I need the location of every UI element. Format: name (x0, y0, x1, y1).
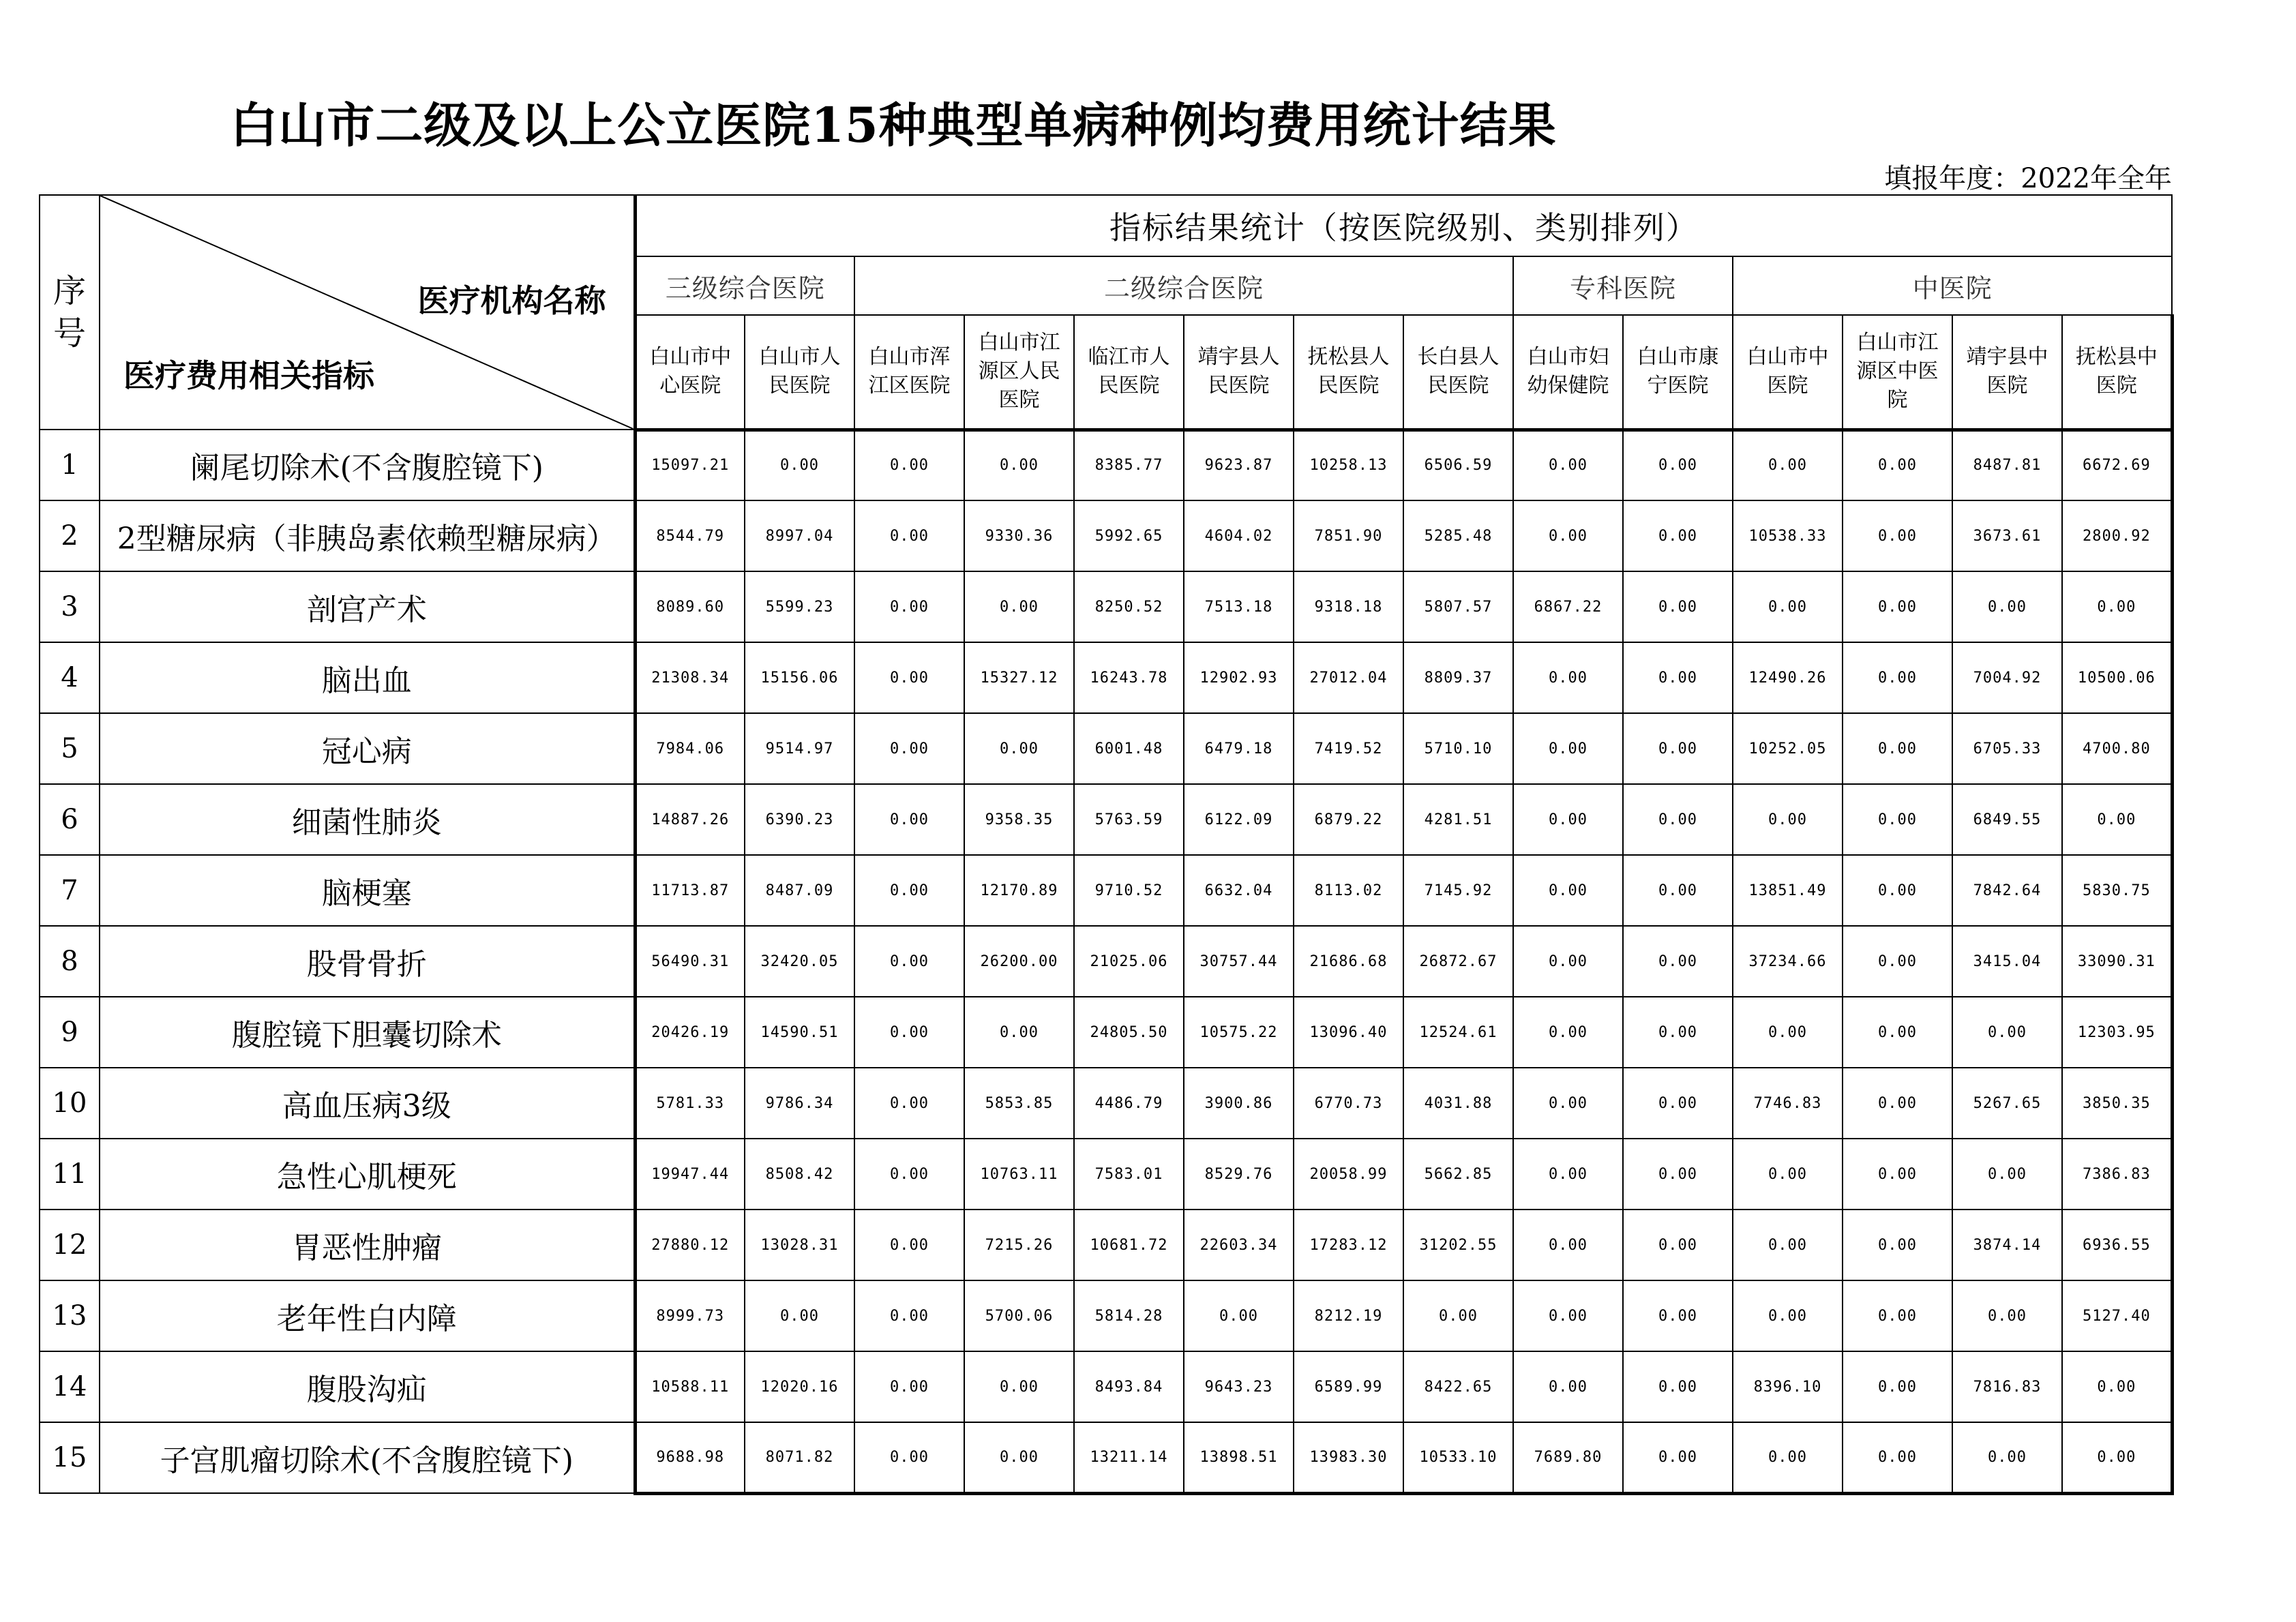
hospital-header: 白山市江源区人民医院 (964, 315, 1074, 430)
cost-value-cell: 0.00 (1843, 1351, 1952, 1422)
cost-value-cell: 4281.51 (1403, 784, 1513, 855)
cost-value-cell: 9786.34 (745, 1068, 854, 1139)
cost-value-cell: 15097.21 (635, 430, 745, 500)
cost-value-cell: 14887.26 (635, 784, 745, 855)
cost-value-cell: 8385.77 (1074, 430, 1184, 500)
disease-name: 腹腔镜下胆囊切除术 (100, 997, 635, 1068)
table-row (40, 1351, 2172, 1422)
cost-value-cell: 0.00 (1952, 571, 2062, 642)
cost-value-cell: 0.00 (1843, 1139, 1952, 1210)
cost-value-cell: 5763.59 (1074, 784, 1184, 855)
row-index: 2 (40, 500, 100, 571)
row-index: 1 (40, 430, 100, 500)
table-row (40, 500, 2172, 571)
cost-value-cell: 21308.34 (635, 642, 745, 713)
disease-name: 子宫肌瘤切除术(不含腹腔镜下) (100, 1422, 635, 1493)
disease-name: 老年性白内障 (100, 1280, 635, 1351)
disease-name: 股骨骨折 (100, 926, 635, 997)
cost-value-cell: 0.00 (1952, 1422, 2062, 1493)
table-row (40, 926, 2172, 997)
table-row (40, 642, 2172, 713)
cost-value-cell: 8089.60 (635, 571, 745, 642)
fill-year-label: 填报年度：2022年全年 (1884, 163, 2172, 194)
cost-value-cell: 4700.80 (2062, 713, 2172, 784)
cost-value-cell: 8508.42 (745, 1139, 854, 1210)
cost-value-cell: 0.00 (964, 713, 1074, 784)
cost-value-cell: 0.00 (1513, 430, 1623, 500)
cost-value-cell: 0.00 (1513, 1210, 1623, 1280)
cost-value-cell: 13211.14 (1074, 1422, 1184, 1493)
cost-value-cell: 0.00 (1513, 500, 1623, 571)
stat-header: 指标结果统计（按医院级别、类别排列） (635, 195, 2172, 256)
cost-value-cell: 12170.89 (964, 855, 1074, 926)
cost-value-cell: 26200.00 (964, 926, 1074, 997)
diagonal-header-cell (100, 195, 635, 430)
cost-value-cell: 5807.57 (1403, 571, 1513, 642)
page-title: 白山市二级及以上公立医院15种典型单病种例均费用统计结果 (230, 97, 1557, 153)
cost-value-cell: 8422.65 (1403, 1351, 1513, 1422)
cost-value-cell: 3415.04 (1952, 926, 2062, 997)
cost-value-cell: 0.00 (1733, 1280, 1843, 1351)
cost-value-cell: 6589.99 (1294, 1351, 1403, 1422)
cost-value-cell: 0.00 (1623, 1280, 1733, 1351)
cost-value-cell: 15327.12 (964, 642, 1074, 713)
cost-value-cell: 0.00 (964, 997, 1074, 1068)
row-index: 9 (40, 997, 100, 1068)
cost-value-cell: 0.00 (1733, 571, 1843, 642)
cost-value-cell: 0.00 (854, 642, 964, 713)
row-index: 14 (40, 1351, 100, 1422)
table-row (40, 1068, 2172, 1139)
cost-value-cell: 0.00 (1513, 926, 1623, 997)
cost-value-cell: 7004.92 (1952, 642, 2062, 713)
cost-value-cell: 21025.06 (1074, 926, 1184, 997)
cost-value-cell: 8487.09 (745, 855, 854, 926)
cost-value-cell: 0.00 (1623, 713, 1733, 784)
cost-value-cell: 4031.88 (1403, 1068, 1513, 1139)
row-index: 7 (40, 855, 100, 926)
cost-value-cell: 33090.31 (2062, 926, 2172, 997)
cost-value-cell: 27880.12 (635, 1210, 745, 1280)
cost-value-cell: 0.00 (1623, 784, 1733, 855)
cost-value-cell: 0.00 (1623, 1139, 1733, 1210)
cost-value-cell: 6879.22 (1294, 784, 1403, 855)
cost-value-cell: 31202.55 (1403, 1210, 1513, 1280)
cost-value-cell: 12490.26 (1733, 642, 1843, 713)
cost-value-cell: 0.00 (1952, 1139, 2062, 1210)
cost-value-cell: 0.00 (854, 1068, 964, 1139)
cost-value-cell: 0.00 (1623, 1351, 1733, 1422)
cost-value-cell: 0.00 (964, 1351, 1074, 1422)
cost-value-cell: 21686.68 (1294, 926, 1403, 997)
indicator-label: 医疗费用相关指标 (123, 357, 374, 394)
row-index: 4 (40, 642, 100, 713)
cost-value-cell: 0.00 (964, 430, 1074, 500)
cost-value-cell: 37234.66 (1733, 926, 1843, 997)
cost-value-cell: 0.00 (1513, 855, 1623, 926)
cost-value-cell: 56490.31 (635, 926, 745, 997)
cost-value-cell: 0.00 (1403, 1280, 1513, 1351)
cost-value-cell: 3900.86 (1184, 1068, 1294, 1139)
row-index: 8 (40, 926, 100, 997)
cost-value-cell: 0.00 (854, 430, 964, 500)
cost-value-cell: 0.00 (1623, 430, 1733, 500)
cost-value-cell: 7851.90 (1294, 500, 1403, 571)
cost-value-cell: 8071.82 (745, 1422, 854, 1493)
cost-value-cell: 0.00 (1843, 926, 1952, 997)
cost-value-cell: 8544.79 (635, 500, 745, 571)
table-row (40, 1280, 2172, 1351)
cost-value-cell: 0.00 (1623, 855, 1733, 926)
cost-value-cell: 7816.83 (1952, 1351, 2062, 1422)
hospital-header: 白山市人民医院 (745, 315, 854, 430)
cost-value-cell: 0.00 (1623, 642, 1733, 713)
cost-value-cell: 26872.67 (1403, 926, 1513, 997)
hospital-header: 白山市浑江区医院 (854, 315, 964, 430)
hospital-header: 白山市妇幼保健院 (1513, 315, 1623, 430)
cost-value-cell: 7842.64 (1952, 855, 2062, 926)
cost-value-cell: 0.00 (1623, 1068, 1733, 1139)
row-index: 3 (40, 571, 100, 642)
cost-value-cell: 10763.11 (964, 1139, 1074, 1210)
category-tcm: 中医院 (1733, 256, 2172, 315)
cost-value-cell: 6849.55 (1952, 784, 2062, 855)
cost-value-cell: 0.00 (1513, 1068, 1623, 1139)
cost-value-cell: 0.00 (1623, 500, 1733, 571)
cost-value-cell: 0.00 (1623, 1210, 1733, 1280)
cost-value-cell: 3673.61 (1952, 500, 2062, 571)
cost-value-cell: 0.00 (2062, 784, 2172, 855)
cost-value-cell: 6122.09 (1184, 784, 1294, 855)
cost-value-cell: 4604.02 (1184, 500, 1294, 571)
cost-value-cell: 17283.12 (1294, 1210, 1403, 1280)
table-row (40, 1422, 2172, 1493)
cost-value-cell: 10538.33 (1733, 500, 1843, 571)
cost-value-cell: 27012.04 (1294, 642, 1403, 713)
hospital-header: 抚松县中医院 (2062, 315, 2172, 430)
cost-value-cell: 4486.79 (1074, 1068, 1184, 1139)
hospital-header: 靖宇县人民医院 (1184, 315, 1294, 430)
table-row (40, 1139, 2172, 1210)
cost-value-cell: 10575.22 (1184, 997, 1294, 1068)
disease-name: 剖宫产术 (100, 571, 635, 642)
cost-value-cell: 9318.18 (1294, 571, 1403, 642)
cost-value-cell: 6705.33 (1952, 713, 2062, 784)
cost-value-cell: 5127.40 (2062, 1280, 2172, 1351)
cost-value-cell: 9643.23 (1184, 1351, 1294, 1422)
cost-value-cell: 7419.52 (1294, 713, 1403, 784)
cost-value-cell: 0.00 (854, 1422, 964, 1493)
cost-value-cell: 6632.04 (1184, 855, 1294, 926)
cost-value-cell: 9688.98 (635, 1422, 745, 1493)
cost-value-cell: 12303.95 (2062, 997, 2172, 1068)
cost-value-cell: 0.00 (854, 571, 964, 642)
disease-name: 脑梗塞 (100, 855, 635, 926)
cost-value-cell: 0.00 (1733, 430, 1843, 500)
cost-value-cell: 5599.23 (745, 571, 854, 642)
cost-value-cell: 7215.26 (964, 1210, 1074, 1280)
disease-name: 冠心病 (100, 713, 635, 784)
row-index: 12 (40, 1210, 100, 1280)
cost-value-cell: 0.00 (2062, 1351, 2172, 1422)
cost-value-cell: 0.00 (1513, 997, 1623, 1068)
cost-value-cell: 0.00 (1843, 855, 1952, 926)
cost-value-cell: 5853.85 (964, 1068, 1074, 1139)
category-specialty: 专科医院 (1513, 256, 1733, 315)
cost-value-cell: 0.00 (854, 1351, 964, 1422)
disease-name: 细菌性肺炎 (100, 784, 635, 855)
hospital-header: 临江市人民医院 (1074, 315, 1184, 430)
cost-value-cell: 0.00 (1513, 1139, 1623, 1210)
hospital-header: 抚松县人民医院 (1294, 315, 1403, 430)
cost-value-cell: 13028.31 (745, 1210, 854, 1280)
cost-value-cell: 0.00 (854, 500, 964, 571)
cost-value-cell: 5781.33 (635, 1068, 745, 1139)
cost-value-cell: 0.00 (1513, 642, 1623, 713)
cost-value-cell: 0.00 (1623, 997, 1733, 1068)
cost-value-cell: 0.00 (2062, 571, 2172, 642)
cost-value-cell: 0.00 (745, 430, 854, 500)
table-row (40, 430, 2172, 500)
disease-name: 胃恶性肿瘤 (100, 1210, 635, 1280)
disease-name: 急性心肌梗死 (100, 1139, 635, 1210)
cost-value-cell: 0.00 (854, 997, 964, 1068)
cost-value-cell: 5992.65 (1074, 500, 1184, 571)
cost-value-cell: 0.00 (854, 1280, 964, 1351)
cost-value-cell: 0.00 (854, 926, 964, 997)
cost-value-cell: 0.00 (854, 784, 964, 855)
cost-value-cell: 10258.13 (1294, 430, 1403, 500)
cost-value-cell: 0.00 (1843, 1422, 1952, 1493)
table-row (40, 1210, 2172, 1280)
org-name-label: 医疗机构名称 (417, 282, 606, 319)
cost-value-cell: 9358.35 (964, 784, 1074, 855)
cost-value-cell: 0.00 (964, 571, 1074, 642)
cost-value-cell: 7583.01 (1074, 1139, 1184, 1210)
cost-value-cell: 0.00 (1952, 1280, 2062, 1351)
row-index: 13 (40, 1280, 100, 1351)
cost-value-cell: 0.00 (1843, 1068, 1952, 1139)
cost-value-cell: 8487.81 (1952, 430, 2062, 500)
cost-value-cell: 0.00 (1843, 430, 1952, 500)
cost-value-cell: 8809.37 (1403, 642, 1513, 713)
cost-value-cell: 8212.19 (1294, 1280, 1403, 1351)
cost-value-cell: 0.00 (2062, 1422, 2172, 1493)
cost-value-cell: 9623.87 (1184, 430, 1294, 500)
cost-value-cell: 6672.69 (2062, 430, 2172, 500)
cost-value-cell: 0.00 (1843, 713, 1952, 784)
cost-value-cell: 6506.59 (1403, 430, 1513, 500)
disease-name: 阑尾切除术(不含腹腔镜下) (100, 430, 635, 500)
hospital-header: 长白县人民医院 (1403, 315, 1513, 430)
cost-value-cell: 7689.80 (1513, 1422, 1623, 1493)
cost-value-cell: 0.00 (1733, 784, 1843, 855)
row-index: 11 (40, 1139, 100, 1210)
cost-value-cell: 7746.83 (1733, 1068, 1843, 1139)
cost-value-cell: 7513.18 (1184, 571, 1294, 642)
cost-value-cell: 10588.11 (635, 1351, 745, 1422)
cost-value-cell: 0.00 (1843, 1210, 1952, 1280)
cost-value-cell: 20426.19 (635, 997, 745, 1068)
category-tier2-general: 二级综合医院 (854, 256, 1513, 315)
cost-value-cell: 0.00 (854, 1139, 964, 1210)
cost-value-cell: 15156.06 (745, 642, 854, 713)
cost-value-cell: 9710.52 (1074, 855, 1184, 926)
cost-value-cell: 0.00 (1513, 784, 1623, 855)
cost-value-cell: 20058.99 (1294, 1139, 1403, 1210)
cost-value-cell: 11713.87 (635, 855, 745, 926)
table-row (40, 784, 2172, 855)
cost-value-cell: 0.00 (1843, 571, 1952, 642)
cost-value-cell: 0.00 (1952, 997, 2062, 1068)
cost-value-cell: 10681.72 (1074, 1210, 1184, 1280)
cost-value-cell: 9514.97 (745, 713, 854, 784)
cost-value-cell: 5830.75 (2062, 855, 2172, 926)
cost-value-cell: 6936.55 (2062, 1210, 2172, 1280)
hospital-header: 白山市江源区中医院 (1843, 315, 1952, 430)
cost-value-cell: 13096.40 (1294, 997, 1403, 1068)
hospital-header: 靖宇县中医院 (1952, 315, 2062, 430)
cost-value-cell: 13898.51 (1184, 1422, 1294, 1493)
cost-value-cell: 8113.02 (1294, 855, 1403, 926)
cost-value-cell: 7145.92 (1403, 855, 1513, 926)
cost-value-cell: 8997.04 (745, 500, 854, 571)
cost-value-cell: 10533.10 (1403, 1422, 1513, 1493)
cost-value-cell: 7984.06 (635, 713, 745, 784)
cost-value-cell: 30757.44 (1184, 926, 1294, 997)
cost-value-cell: 10252.05 (1733, 713, 1843, 784)
cost-value-cell: 0.00 (1184, 1280, 1294, 1351)
row-index: 6 (40, 784, 100, 855)
cost-value-cell: 0.00 (1513, 1280, 1623, 1351)
cost-value-cell: 0.00 (854, 713, 964, 784)
cost-value-cell: 5710.10 (1403, 713, 1513, 784)
cost-value-cell: 12524.61 (1403, 997, 1513, 1068)
cost-value-cell: 8250.52 (1074, 571, 1184, 642)
cost-value-cell: 0.00 (1843, 997, 1952, 1068)
cost-value-cell: 0.00 (1843, 642, 1952, 713)
cost-value-cell: 0.00 (1843, 1280, 1952, 1351)
cost-value-cell: 0.00 (1623, 571, 1733, 642)
cost-value-cell: 5814.28 (1074, 1280, 1184, 1351)
hospital-header: 白山市中心医院 (635, 315, 745, 430)
cost-value-cell: 0.00 (745, 1280, 854, 1351)
cost-value-cell: 3850.35 (2062, 1068, 2172, 1139)
cost-value-cell: 8493.84 (1074, 1351, 1184, 1422)
disease-name: 脑出血 (100, 642, 635, 713)
disease-name: 高血压病3级 (100, 1068, 635, 1139)
cost-value-cell: 5285.48 (1403, 500, 1513, 571)
cost-value-cell: 6770.73 (1294, 1068, 1403, 1139)
cost-value-cell: 0.00 (1623, 926, 1733, 997)
disease-name: 2型糖尿病（非胰岛素依赖型糖尿病） (100, 500, 635, 571)
row-index: 15 (40, 1422, 100, 1493)
cost-value-cell: 13851.49 (1733, 855, 1843, 926)
cost-value-cell: 0.00 (1733, 1139, 1843, 1210)
cost-value-cell: 0.00 (1843, 500, 1952, 571)
table-row (40, 571, 2172, 642)
cost-value-cell: 8396.10 (1733, 1351, 1843, 1422)
cost-statistics-table (39, 194, 2174, 1495)
cost-value-cell: 10500.06 (2062, 642, 2172, 713)
cost-value-cell: 6867.22 (1513, 571, 1623, 642)
table-row (40, 713, 2172, 784)
cost-value-cell: 0.00 (1733, 997, 1843, 1068)
cost-value-cell: 16243.78 (1074, 642, 1184, 713)
row-index: 5 (40, 713, 100, 784)
cost-value-cell: 0.00 (964, 1422, 1074, 1493)
category-tier3-general: 三级综合医院 (635, 256, 854, 315)
cost-value-cell: 0.00 (1733, 1210, 1843, 1280)
cost-value-cell: 5700.06 (964, 1280, 1074, 1351)
cost-value-cell: 0.00 (1513, 713, 1623, 784)
cost-value-cell: 6390.23 (745, 784, 854, 855)
cost-value-cell: 19947.44 (635, 1139, 745, 1210)
disease-name: 腹股沟疝 (100, 1351, 635, 1422)
cost-value-cell: 0.00 (854, 855, 964, 926)
cost-value-cell: 22603.34 (1184, 1210, 1294, 1280)
cost-value-cell: 3874.14 (1952, 1210, 2062, 1280)
cost-value-cell: 13983.30 (1294, 1422, 1403, 1493)
cost-value-cell: 8529.76 (1184, 1139, 1294, 1210)
cost-value-cell: 12902.93 (1184, 642, 1294, 713)
cost-value-cell: 9330.36 (964, 500, 1074, 571)
cost-value-cell: 0.00 (854, 1210, 964, 1280)
cost-value-cell: 6479.18 (1184, 713, 1294, 784)
row-index: 10 (40, 1068, 100, 1139)
cost-value-cell: 14590.51 (745, 997, 854, 1068)
cost-value-cell: 0.00 (1623, 1422, 1733, 1493)
hospital-header: 白山市中医院 (1733, 315, 1843, 430)
cost-value-cell: 2800.92 (2062, 500, 2172, 571)
index-header: 序号 (40, 195, 100, 430)
table-row (40, 855, 2172, 926)
cost-value-cell: 5267.65 (1952, 1068, 2062, 1139)
cost-value-cell: 5662.85 (1403, 1139, 1513, 1210)
cost-value-cell: 7386.83 (2062, 1139, 2172, 1210)
cost-value-cell: 8999.73 (635, 1280, 745, 1351)
cost-value-cell: 32420.05 (745, 926, 854, 997)
table-row (40, 997, 2172, 1068)
cost-value-cell: 12020.16 (745, 1351, 854, 1422)
cost-value-cell: 0.00 (1843, 784, 1952, 855)
cost-value-cell: 6001.48 (1074, 713, 1184, 784)
cost-value-cell: 24805.50 (1074, 997, 1184, 1068)
cost-value-cell: 0.00 (1733, 1422, 1843, 1493)
hospital-header: 白山市康宁医院 (1623, 315, 1733, 430)
cost-value-cell: 0.00 (1513, 1351, 1623, 1422)
